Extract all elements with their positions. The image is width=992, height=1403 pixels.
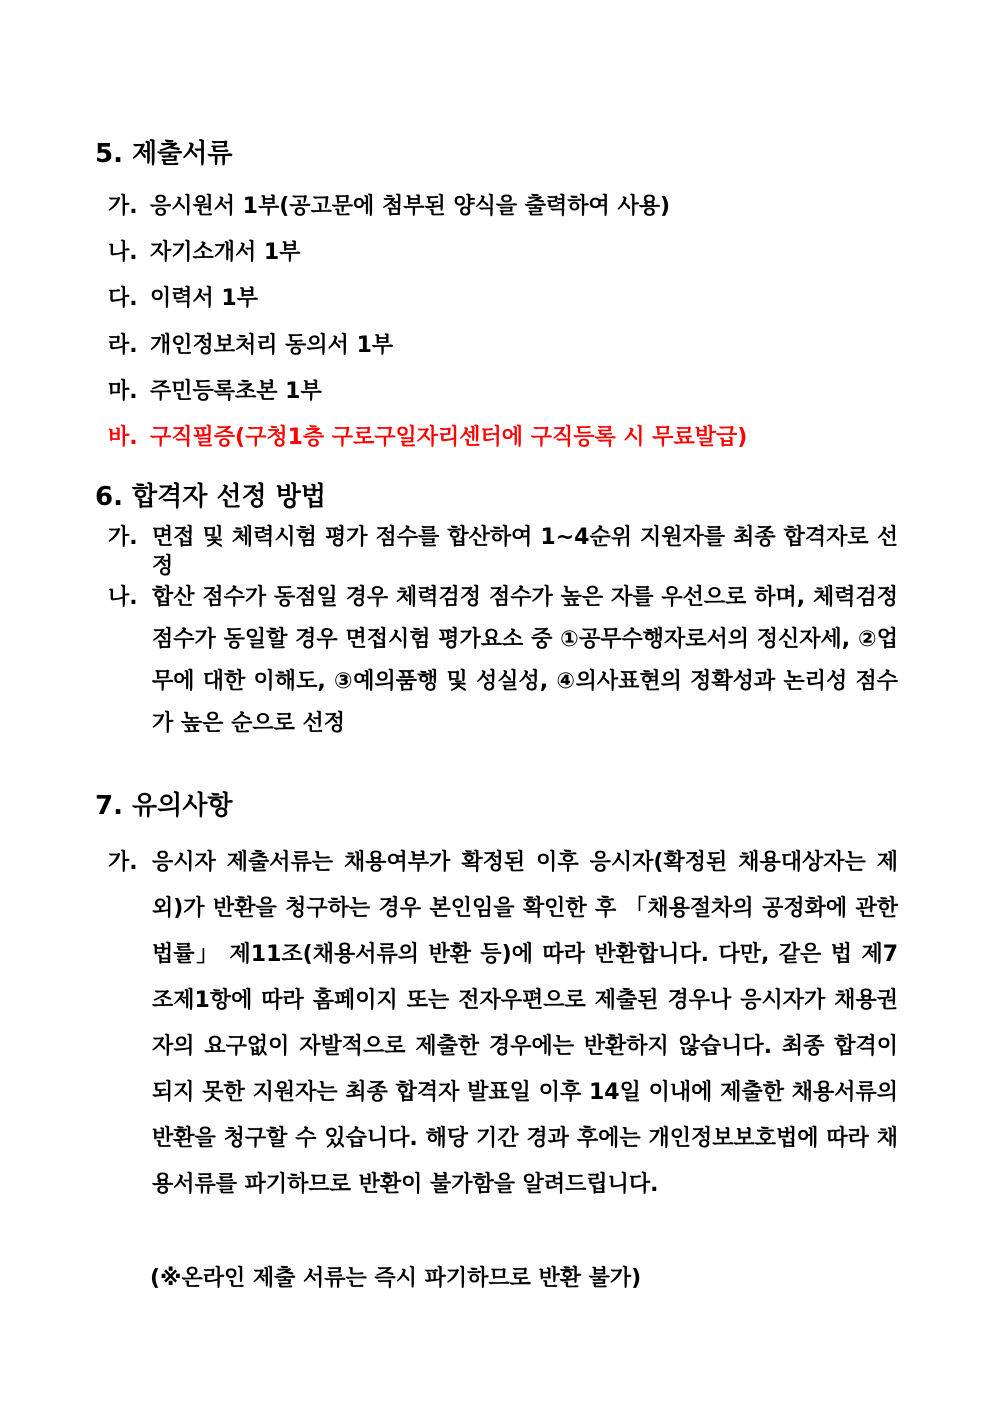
item-marker: 가. — [108, 525, 138, 550]
item-text: 자기소개서 1부 — [150, 240, 301, 265]
section-5-item-na — [108, 238, 300, 268]
item-text: 합산 점수가 동점일 경우 체력검정 점수가 높은 자를 우선으로 하며, 체력검정 점수가 동일할 경우 면접시험 평가요소 중 ①공무수행자로서의 정신자세, ②업무에 대한 이해도, ③예의품행 및 성실성, ④의사표현의 정확성과 논리성 점수가 높은 순으로 선정 — [152, 585, 898, 736]
section-5-item-ma — [108, 377, 322, 407]
item-text: 응시자 제출서류는 채용여부가 확정된 이후 응시자(확정된 채용대상자는 제외)가 반환을 청구하는 경우 본인임을 확인한 후 「채용절차의 공정화에 관한 법률」 제11조(채용서류의 반환 등)에 따라 반환합니다. 다만, 같은 법 제7조제1항에 따라 홈페이지 또는 전자우편으로 제출된 경우나 응시자가 채용권자의 요구없이 자발적으로 제출한 경우에는 반환하지 않습니다. 최종 합격이 되지 못한 지원자는 최종 합격자 발표일 이후 14일 이내에 제출한 채용서류의 반환을 청구할 수 있습니다. 해당 기간 경과 후에는 개인정보보호법에 따라 채용서류를 파기하므로 반환이 불가함을 알려드립니다. — [152, 850, 898, 1197]
item-marker: 나. — [108, 240, 138, 265]
item-marker: 다. — [108, 286, 138, 311]
item-marker: 라. — [108, 333, 138, 358]
section-5-item-ba-highlight — [108, 423, 747, 453]
item-text: 면접 및 체력시험 평가 점수를 합산하여 1~4순위 지원자를 최종 합격자로 선정 — [152, 525, 898, 579]
section-7-item-ga — [108, 840, 898, 1208]
section-6-title: 6. 합격자 선정 방법 — [95, 482, 326, 512]
section-5-item-da — [108, 284, 258, 314]
item-text: 이력서 1부 — [150, 286, 258, 311]
section-5-item-ra — [108, 331, 393, 361]
section-5-item-ga — [108, 192, 670, 222]
section-5-title: 5. 제출서류 — [95, 139, 233, 169]
section-6-item-ga — [108, 523, 898, 581]
item-marker: 마. — [108, 379, 138, 404]
item-text: 구직필증(구청1층 구로구일자리센터에 구직등록 시 무료발급) — [150, 425, 748, 450]
item-text: 응시원서 1부(공고문에 첨부된 양식을 출력하여 사용) — [150, 194, 671, 219]
section-7-note: (※온라인 제출 서류는 즉시 파기하므로 반환 불가) — [150, 1266, 642, 1291]
item-text: 주민등록초본 1부 — [150, 379, 322, 404]
section-6-item-na — [108, 577, 898, 745]
item-marker: 가. — [108, 850, 138, 875]
item-marker: 나. — [108, 585, 138, 610]
item-text: 개인정보처리 동의서 1부 — [150, 333, 394, 358]
item-marker: 가. — [108, 194, 138, 219]
section-7-title: 7. 유의사항 — [95, 791, 233, 821]
item-marker: 바. — [108, 425, 138, 450]
